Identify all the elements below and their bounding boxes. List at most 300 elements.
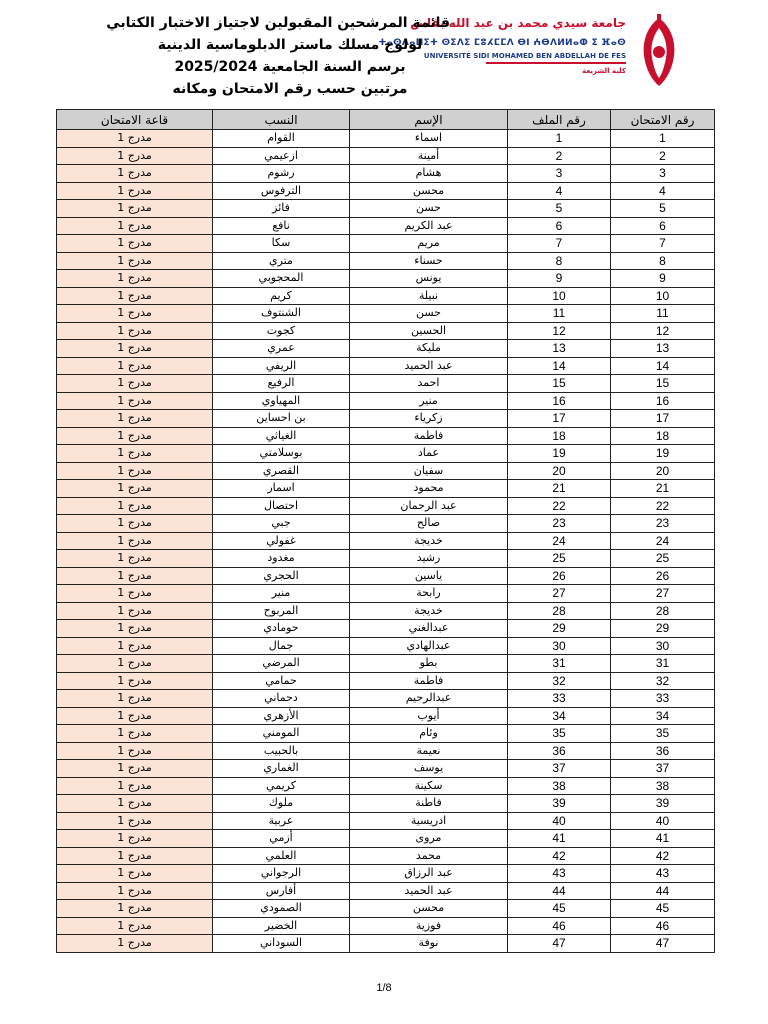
exam-hall-cell: مدرج 1 <box>57 392 213 410</box>
last-name-cell: عربية <box>213 812 350 830</box>
last-name-cell: جمال <box>213 637 350 655</box>
table-row <box>57 182 715 200</box>
exam-hall-cell: مدرج 1 <box>57 567 213 585</box>
last-name-cell: بالحبيب <box>213 742 350 760</box>
last-name-cell: متري <box>213 252 350 270</box>
table-row <box>57 900 715 918</box>
exam-number-cell: 44 <box>611 882 715 900</box>
last-name-cell: حمامي <box>213 672 350 690</box>
last-name-cell: الصمودي <box>213 900 350 918</box>
file-number-cell: 31 <box>508 655 611 673</box>
file-number-cell: 24 <box>508 532 611 550</box>
last-name-cell: كجوت <box>213 322 350 340</box>
exam-number-cell: 29 <box>611 620 715 638</box>
file-number-cell: 6 <box>508 217 611 235</box>
exam-number-cell: 4 <box>611 182 715 200</box>
file-number-cell: 22 <box>508 497 611 515</box>
first-name-cell: ياسين <box>350 567 508 585</box>
first-name-cell: يوسف <box>350 760 508 778</box>
first-name-cell: نبيلة <box>350 287 508 305</box>
exam-hall-cell: مدرج 1 <box>57 340 213 358</box>
table-row <box>57 655 715 673</box>
exam-hall-cell: مدرج 1 <box>57 217 213 235</box>
exam-number-cell: 21 <box>611 480 715 498</box>
first-name-cell: عماد <box>350 445 508 463</box>
exam-hall-cell: مدرج 1 <box>57 935 213 953</box>
header-file-number: رقم الملف <box>508 110 611 130</box>
exam-number-cell: 42 <box>611 847 715 865</box>
last-name-cell: منير <box>213 585 350 603</box>
exam-hall-cell: مدرج 1 <box>57 165 213 183</box>
file-number-cell: 34 <box>508 707 611 725</box>
exam-number-cell: 23 <box>611 515 715 533</box>
file-number-cell: 9 <box>508 270 611 288</box>
file-number-cell: 37 <box>508 760 611 778</box>
exam-number-cell: 47 <box>611 935 715 953</box>
table-row <box>57 777 715 795</box>
table-row <box>57 165 715 183</box>
exam-hall-cell: مدرج 1 <box>57 252 213 270</box>
first-name-cell: منير <box>350 392 508 410</box>
exam-number-cell: 25 <box>611 550 715 568</box>
first-name-cell: بطو <box>350 655 508 673</box>
file-number-cell: 33 <box>508 690 611 708</box>
exam-hall-cell: مدرج 1 <box>57 497 213 515</box>
exam-hall-cell: مدرج 1 <box>57 707 213 725</box>
exam-hall-cell: مدرج 1 <box>57 830 213 848</box>
last-name-cell: عمري <box>213 340 350 358</box>
table-row <box>57 882 715 900</box>
exam-hall-cell: مدرج 1 <box>57 270 213 288</box>
last-name-cell: المومني <box>213 725 350 743</box>
table-row <box>57 340 715 358</box>
first-name-cell: زكرياء <box>350 410 508 428</box>
exam-hall-cell: مدرج 1 <box>57 620 213 638</box>
table-row <box>57 322 715 340</box>
first-name-cell: صالح <box>350 515 508 533</box>
exam-hall-cell: مدرج 1 <box>57 725 213 743</box>
file-number-cell: 32 <box>508 672 611 690</box>
first-name-cell: فاطنة <box>350 795 508 813</box>
first-name-cell: مليكة <box>350 340 508 358</box>
first-name-cell: حسن <box>350 305 508 323</box>
exam-hall-cell: مدرج 1 <box>57 532 213 550</box>
last-name-cell: احتصال <box>213 497 350 515</box>
logo-tifinagh-name: ⵜⴰⵙⴷⴰⵡⵉⵜ ⵙⵉⴷⵉ ⵎⵓⵃⵎⵎⴷ ⴱⵏ ⵄⴱⴷⵍⵍⴰⵀ ⵉ ⴼⴰⵙ <box>378 38 626 48</box>
table-row <box>57 305 715 323</box>
first-name-cell: عبد الحميد <box>350 882 508 900</box>
exam-hall-cell: مدرج 1 <box>57 130 213 148</box>
first-name-cell: خديجة <box>350 602 508 620</box>
table-row <box>57 865 715 883</box>
first-name-cell: محمود <box>350 480 508 498</box>
exam-hall-cell: مدرج 1 <box>57 235 213 253</box>
first-name-cell: هشام <box>350 165 508 183</box>
first-name-cell: فاطمة <box>350 672 508 690</box>
last-name-cell: كريم <box>213 287 350 305</box>
first-name-cell: اسماء <box>350 130 508 148</box>
last-name-cell: المهياوي <box>213 392 350 410</box>
table-row <box>57 567 715 585</box>
academic-year: برسم السنة الجامعية 2025/2024 <box>174 59 406 75</box>
file-number-cell: 23 <box>508 515 611 533</box>
exam-hall-cell: مدرج 1 <box>57 882 213 900</box>
exam-number-cell: 9 <box>611 270 715 288</box>
last-name-cell: دحماني <box>213 690 350 708</box>
exam-hall-cell: مدرج 1 <box>57 672 213 690</box>
exam-number-cell: 20 <box>611 462 715 480</box>
last-name-cell: غفولي <box>213 532 350 550</box>
exam-hall-cell: مدرج 1 <box>57 480 213 498</box>
table-row <box>57 760 715 778</box>
table-row <box>57 672 715 690</box>
file-number-cell: 42 <box>508 847 611 865</box>
exam-hall-cell: مدرج 1 <box>57 550 213 568</box>
table-row <box>57 217 715 235</box>
exam-number-cell: 1 <box>611 130 715 148</box>
exam-hall-cell: مدرج 1 <box>57 322 213 340</box>
table-row <box>57 935 715 953</box>
file-number-cell: 3 <box>508 165 611 183</box>
exam-number-cell: 30 <box>611 637 715 655</box>
logo-faculty-name: كلية الشريعة <box>582 67 626 75</box>
candidates-table <box>56 109 715 953</box>
exam-hall-cell: مدرج 1 <box>57 375 213 393</box>
file-number-cell: 5 <box>508 200 611 218</box>
last-name-cell: العلمي <box>213 847 350 865</box>
exam-hall-cell: مدرج 1 <box>57 515 213 533</box>
file-number-cell: 43 <box>508 865 611 883</box>
exam-number-cell: 36 <box>611 742 715 760</box>
file-number-cell: 38 <box>508 777 611 795</box>
last-name-cell: الغماري <box>213 760 350 778</box>
file-number-cell: 4 <box>508 182 611 200</box>
first-name-cell: فاطمة <box>350 427 508 445</box>
exam-number-cell: 38 <box>611 777 715 795</box>
file-number-cell: 25 <box>508 550 611 568</box>
first-name-cell: رابحة <box>350 585 508 603</box>
exam-hall-cell: مدرج 1 <box>57 147 213 165</box>
first-name-cell: فوزية <box>350 917 508 935</box>
table-row <box>57 795 715 813</box>
table-row <box>57 462 715 480</box>
table-row <box>57 147 715 165</box>
table-row <box>57 287 715 305</box>
table-row <box>57 847 715 865</box>
first-name-cell: حسن <box>350 200 508 218</box>
first-name-cell: عبد الرحمان <box>350 497 508 515</box>
file-number-cell: 8 <box>508 252 611 270</box>
last-name-cell: رشوم <box>213 165 350 183</box>
exam-number-cell: 13 <box>611 340 715 358</box>
first-name-cell: عبدالرحيم <box>350 690 508 708</box>
first-name-cell: محسن <box>350 182 508 200</box>
table-row <box>57 725 715 743</box>
file-number-cell: 20 <box>508 462 611 480</box>
last-name-cell: السوداني <box>213 935 350 953</box>
exam-number-cell: 26 <box>611 567 715 585</box>
exam-number-cell: 45 <box>611 900 715 918</box>
first-name-cell: عبد الكريم <box>350 217 508 235</box>
first-name-cell: وئام <box>350 725 508 743</box>
exam-hall-cell: مدرج 1 <box>57 445 213 463</box>
last-name-cell: المربوح <box>213 602 350 620</box>
exam-hall-cell: مدرج 1 <box>57 182 213 200</box>
table-row <box>57 830 715 848</box>
exam-hall-cell: مدرج 1 <box>57 357 213 375</box>
exam-number-cell: 35 <box>611 725 715 743</box>
exam-hall-cell: مدرج 1 <box>57 200 213 218</box>
first-name-cell: محمد <box>350 847 508 865</box>
exam-hall-cell: مدرج 1 <box>57 917 213 935</box>
table-row <box>57 427 715 445</box>
exam-hall-cell: مدرج 1 <box>57 602 213 620</box>
exam-number-cell: 5 <box>611 200 715 218</box>
first-name-cell: سكينة <box>350 777 508 795</box>
last-name-cell: الغياثي <box>213 427 350 445</box>
table-row <box>57 602 715 620</box>
file-number-cell: 11 <box>508 305 611 323</box>
exam-hall-cell: مدرج 1 <box>57 585 213 603</box>
file-number-cell: 15 <box>508 375 611 393</box>
file-number-cell: 13 <box>508 340 611 358</box>
file-number-cell: 36 <box>508 742 611 760</box>
last-name-cell: جبي <box>213 515 350 533</box>
table-row <box>57 637 715 655</box>
file-number-cell: 10 <box>508 287 611 305</box>
last-name-cell: الخضير <box>213 917 350 935</box>
last-name-cell: الحجري <box>213 567 350 585</box>
exam-hall-cell: مدرج 1 <box>57 427 213 445</box>
first-name-cell: الحسين <box>350 322 508 340</box>
table-row <box>57 707 715 725</box>
exam-hall-cell: مدرج 1 <box>57 865 213 883</box>
exam-number-cell: 33 <box>611 690 715 708</box>
file-number-cell: 1 <box>508 130 611 148</box>
table-row <box>57 410 715 428</box>
table-row <box>57 690 715 708</box>
exam-number-cell: 37 <box>611 760 715 778</box>
exam-hall-cell: مدرج 1 <box>57 900 213 918</box>
last-name-cell: ملوك <box>213 795 350 813</box>
exam-number-cell: 28 <box>611 602 715 620</box>
document-header <box>106 12 450 100</box>
table-row <box>57 252 715 270</box>
exam-number-cell: 40 <box>611 812 715 830</box>
first-name-cell: عبدالهادي <box>350 637 508 655</box>
last-name-cell: نافع <box>213 217 350 235</box>
last-name-cell: المرضي <box>213 655 350 673</box>
exam-number-cell: 34 <box>611 707 715 725</box>
file-number-cell: 28 <box>508 602 611 620</box>
exam-number-cell: 31 <box>611 655 715 673</box>
table-row <box>57 200 715 218</box>
last-name-cell: بوسلامتي <box>213 445 350 463</box>
first-name-cell: نعيمة <box>350 742 508 760</box>
file-number-cell: 30 <box>508 637 611 655</box>
last-name-cell: القصري <box>213 462 350 480</box>
last-name-cell: الترفوس <box>213 182 350 200</box>
exam-number-cell: 12 <box>611 322 715 340</box>
table-row <box>57 812 715 830</box>
exam-hall-cell: مدرج 1 <box>57 690 213 708</box>
university-logo <box>378 12 688 94</box>
table-row <box>57 357 715 375</box>
first-name-cell: رشيد <box>350 550 508 568</box>
first-name-cell: أمينة <box>350 147 508 165</box>
header-first-name: الإسم <box>350 110 508 130</box>
table-header-row <box>57 110 715 130</box>
file-number-cell: 16 <box>508 392 611 410</box>
exam-hall-cell: مدرج 1 <box>57 812 213 830</box>
first-name-cell: نوفة <box>350 935 508 953</box>
exam-number-cell: 32 <box>611 672 715 690</box>
table-row <box>57 532 715 550</box>
exam-hall-cell: مدرج 1 <box>57 760 213 778</box>
page-number: 1/8 <box>376 982 392 994</box>
file-number-cell: 39 <box>508 795 611 813</box>
table-row <box>57 497 715 515</box>
last-name-cell: مغدود <box>213 550 350 568</box>
file-number-cell: 40 <box>508 812 611 830</box>
last-name-cell: الرفيع <box>213 375 350 393</box>
exam-hall-cell: مدرج 1 <box>57 655 213 673</box>
table-row <box>57 515 715 533</box>
last-name-cell: فائز <box>213 200 350 218</box>
header-exam-number: رقم الامتحان <box>611 110 715 130</box>
table-row <box>57 917 715 935</box>
file-number-cell: 27 <box>508 585 611 603</box>
exam-number-cell: 17 <box>611 410 715 428</box>
last-name-cell: الشنتوف <box>213 305 350 323</box>
table-row <box>57 235 715 253</box>
exam-number-cell: 41 <box>611 830 715 848</box>
header-last-name: النسب <box>213 110 350 130</box>
last-name-cell: كريمي <box>213 777 350 795</box>
file-number-cell: 41 <box>508 830 611 848</box>
university-emblem-icon <box>630 12 688 90</box>
first-name-cell: يونس <box>350 270 508 288</box>
exam-number-cell: 15 <box>611 375 715 393</box>
first-name-cell: احمد <box>350 375 508 393</box>
file-number-cell: 26 <box>508 567 611 585</box>
file-number-cell: 44 <box>508 882 611 900</box>
exam-hall-cell: مدرج 1 <box>57 777 213 795</box>
table-row <box>57 550 715 568</box>
exam-number-cell: 24 <box>611 532 715 550</box>
last-name-cell: الريفي <box>213 357 350 375</box>
last-name-cell: الأزهري <box>213 707 350 725</box>
exam-hall-cell: مدرج 1 <box>57 847 213 865</box>
file-number-cell: 18 <box>508 427 611 445</box>
exam-number-cell: 18 <box>611 427 715 445</box>
last-name-cell: حومادي <box>213 620 350 638</box>
table-row <box>57 585 715 603</box>
file-number-cell: 46 <box>508 917 611 935</box>
exam-hall-cell: مدرج 1 <box>57 410 213 428</box>
table-row <box>57 270 715 288</box>
table-row <box>57 742 715 760</box>
last-name-cell: المحجوبي <box>213 270 350 288</box>
file-number-cell: 17 <box>508 410 611 428</box>
table-row <box>57 375 715 393</box>
first-name-cell: عبدالغني <box>350 620 508 638</box>
file-number-cell: 7 <box>508 235 611 253</box>
table-row <box>57 620 715 638</box>
last-name-cell: القوام <box>213 130 350 148</box>
logo-french-name: UNIVERSITÉ SIDI MOHAMED BEN ABDELLAH DE FES <box>423 52 626 60</box>
exam-number-cell: 14 <box>611 357 715 375</box>
exam-number-cell: 27 <box>611 585 715 603</box>
last-name-cell: ازعيمي <box>213 147 350 165</box>
table-row <box>57 480 715 498</box>
header-exam-hall: قاعة الامتحان <box>57 110 213 130</box>
file-number-cell: 47 <box>508 935 611 953</box>
exam-hall-cell: مدرج 1 <box>57 637 213 655</box>
first-name-cell: مريم <box>350 235 508 253</box>
file-number-cell: 35 <box>508 725 611 743</box>
file-number-cell: 14 <box>508 357 611 375</box>
exam-number-cell: 6 <box>611 217 715 235</box>
first-name-cell: سفيان <box>350 462 508 480</box>
last-name-cell: بن احساين <box>213 410 350 428</box>
exam-number-cell: 19 <box>611 445 715 463</box>
last-name-cell: الرجواني <box>213 865 350 883</box>
exam-hall-cell: مدرج 1 <box>57 305 213 323</box>
exam-number-cell: 2 <box>611 147 715 165</box>
exam-number-cell: 39 <box>611 795 715 813</box>
exam-hall-cell: مدرج 1 <box>57 462 213 480</box>
table-row <box>57 445 715 463</box>
first-name-cell: عبد الرزاق <box>350 865 508 883</box>
exam-hall-cell: مدرج 1 <box>57 742 213 760</box>
exam-hall-cell: مدرج 1 <box>57 795 213 813</box>
last-name-cell: أفارس <box>213 882 350 900</box>
first-name-cell: خديجة <box>350 532 508 550</box>
first-name-cell: مروى <box>350 830 508 848</box>
exam-number-cell: 11 <box>611 305 715 323</box>
table-row <box>57 130 715 148</box>
file-number-cell: 2 <box>508 147 611 165</box>
document-title: قائمة المرشحين المقبولين لاجتياز الاختبار الكتابي <box>106 15 450 31</box>
table-row <box>57 392 715 410</box>
last-name-cell: أزمي <box>213 830 350 848</box>
file-number-cell: 29 <box>508 620 611 638</box>
file-number-cell: 21 <box>508 480 611 498</box>
file-number-cell: 45 <box>508 900 611 918</box>
first-name-cell: حسناء <box>350 252 508 270</box>
logo-divider <box>486 62 626 64</box>
program-name: لولوج مسلك ماستر الدبلوماسية الدينية <box>157 37 423 53</box>
first-name-cell: ادريسية <box>350 812 508 830</box>
exam-hall-cell: مدرج 1 <box>57 287 213 305</box>
last-name-cell: سكا <box>213 235 350 253</box>
exam-number-cell: 46 <box>611 917 715 935</box>
first-name-cell: عبد الحميد <box>350 357 508 375</box>
last-name-cell: اسمار <box>213 480 350 498</box>
file-number-cell: 19 <box>508 445 611 463</box>
file-number-cell: 12 <box>508 322 611 340</box>
exam-number-cell: 16 <box>611 392 715 410</box>
exam-number-cell: 8 <box>611 252 715 270</box>
first-name-cell: محسن <box>350 900 508 918</box>
exam-number-cell: 3 <box>611 165 715 183</box>
logo-arabic-name: جامعة سيدي محمد بن عبد الله بفاس <box>410 16 626 30</box>
exam-number-cell: 43 <box>611 865 715 883</box>
exam-number-cell: 10 <box>611 287 715 305</box>
sort-note: مرتبين حسب رقم الامتحان ومكانه <box>172 81 408 97</box>
exam-number-cell: 7 <box>611 235 715 253</box>
